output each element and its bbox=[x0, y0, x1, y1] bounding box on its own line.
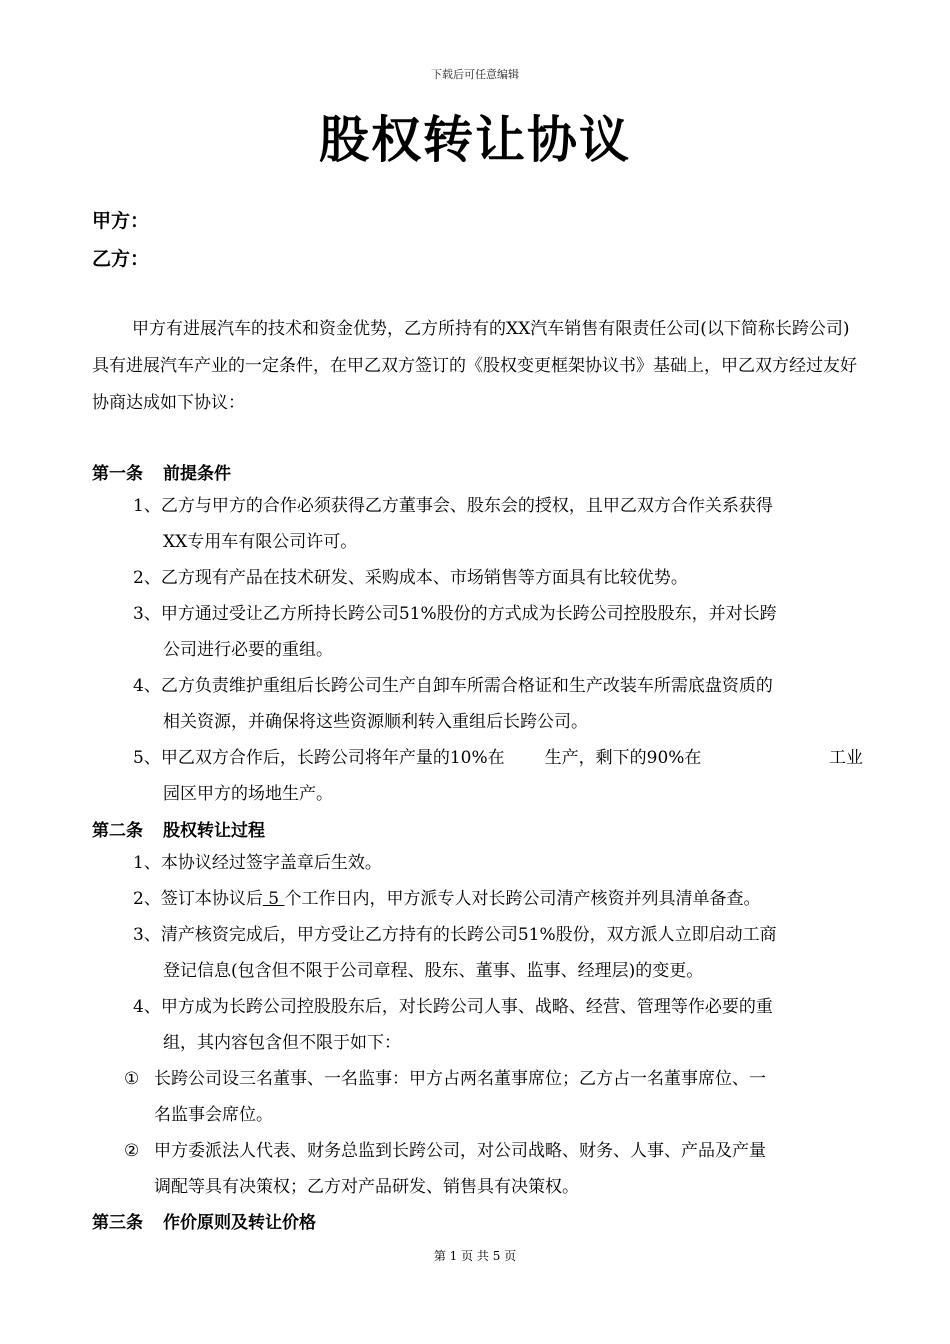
item-text: 甲方通过受让乙方所持长跨公司51%股份的方式成为长跨公司控股股东，并对长跨 bbox=[160, 604, 777, 624]
item-number: 2、 bbox=[133, 568, 161, 588]
list-item-continuation: 组，其内容包含但不限于如下： bbox=[163, 1033, 401, 1053]
sub-list-item bbox=[124, 1061, 139, 1097]
party-b-label: 乙方： bbox=[92, 248, 150, 270]
list-item-continuation: 相关资源，并确保将这些资源顺利转入重组后长跨公司。 bbox=[163, 712, 588, 732]
item-number: 3、 bbox=[133, 925, 161, 945]
sub-item-number: ① bbox=[124, 1069, 140, 1089]
list-item bbox=[133, 740, 863, 776]
list-item bbox=[133, 917, 777, 953]
item-text-part-1: 甲乙双方合作后，长跨公司将年产量的10%在 bbox=[160, 748, 505, 768]
item-text: 本协议经过签字盖章后生效。 bbox=[160, 853, 382, 873]
list-item bbox=[133, 488, 773, 524]
item-text: 乙方负责维护重组后长跨公司生产自卸车所需合格证和生产改装车所需底盘资质的 bbox=[160, 676, 773, 696]
list-item bbox=[133, 668, 773, 704]
item-number: 1、 bbox=[133, 496, 161, 516]
intro-paragraph: 甲方有进展汽车的技术和资金优势，乙方所持有的XX汽车销售有限责任公司(以下简称长跨公司)具有进展汽车产业的一定条件，在甲乙双方签订的《股权变更框架协议书》基础上，甲乙双方经过友好协商达成如下协议： bbox=[92, 319, 857, 413]
party-a-label: 甲方： bbox=[92, 210, 150, 232]
sub-item-text: 甲方委派法人代表、财务总监到长跨公司，对公司战略、财务、人事、产品及产量 bbox=[154, 1141, 766, 1161]
list-item bbox=[133, 989, 773, 1025]
article-3-number: 第三条 bbox=[92, 1213, 143, 1233]
sub-item-text: 长跨公司设三名董事、一名监事：甲方占两名董事席位；乙方占一名董事席位、一 bbox=[154, 1069, 766, 1089]
item-text-part-3: 工业 bbox=[829, 748, 863, 768]
item-number: 2、 bbox=[133, 889, 161, 909]
item-text: 乙方与甲方的合作必须获得乙方董事会、股东会的授权，且甲乙双方合作关系获得 bbox=[160, 496, 773, 516]
article-1-number: 第一条 bbox=[92, 464, 143, 484]
list-item bbox=[133, 560, 688, 596]
page-footer: 第 1 页 共 5 页 bbox=[433, 1249, 517, 1263]
list-item-continuation: 公司进行必要的重组。 bbox=[163, 640, 333, 660]
working-days-value: 5 bbox=[262, 889, 285, 909]
article-3-heading bbox=[92, 1208, 316, 1233]
list-item bbox=[133, 845, 382, 881]
item-text-post: 个工作日内，甲方派专人对长跨公司清产核资并列具清单备查。 bbox=[284, 889, 761, 909]
sub-item-continuation: 调配等具有决策权；乙方对产品研发、销售具有决策权。 bbox=[154, 1177, 579, 1197]
sub-item-continuation: 名监事会席位。 bbox=[154, 1105, 273, 1125]
item-number: 3、 bbox=[133, 604, 161, 624]
item-text: 甲方成为长跨公司控股股东后，对长跨公司人事、战略、经营、管理等作必要的重 bbox=[160, 997, 773, 1017]
item-number: 1、 bbox=[133, 853, 161, 873]
sub-item-number: ② bbox=[124, 1141, 140, 1161]
item-number: 4、 bbox=[133, 997, 161, 1017]
list-item-continuation: 园区甲方的场地生产。 bbox=[163, 784, 333, 804]
list-item-continuation: 登记信息(包含但不限于公司章程、股东、董事、监事、经理层)的变更。 bbox=[163, 961, 704, 981]
item-text: 清产核资完成后，甲方受让乙方持有的长跨公司51%股份，双方派人立即启动工商 bbox=[160, 925, 777, 945]
item-number: 5、 bbox=[133, 748, 161, 768]
item-text-pre: 签订本协议后 bbox=[160, 889, 263, 909]
list-item-continuation: XX专用车有限公司许可。 bbox=[163, 532, 358, 552]
item-text-part-2: 生产，剩下的90%在 bbox=[544, 748, 702, 768]
header-note: 下载后可任意编辑 bbox=[431, 68, 519, 81]
article-1-title: 前提条件 bbox=[163, 464, 231, 484]
article-2-title: 股权转让过程 bbox=[163, 821, 265, 841]
article-2-heading bbox=[92, 816, 265, 841]
sub-list-item bbox=[124, 1133, 139, 1169]
item-text: 乙方现有产品在技术研发、采购成本、市场销售等方面具有比较优势。 bbox=[160, 568, 688, 588]
document-title: 股权转让协议 bbox=[319, 111, 631, 169]
article-2-number: 第二条 bbox=[92, 821, 143, 841]
article-1-heading bbox=[92, 459, 231, 484]
item-number: 4、 bbox=[133, 676, 161, 696]
article-3-title: 作价原则及转让价格 bbox=[163, 1213, 316, 1233]
list-item bbox=[133, 596, 777, 632]
list-item bbox=[133, 881, 760, 917]
